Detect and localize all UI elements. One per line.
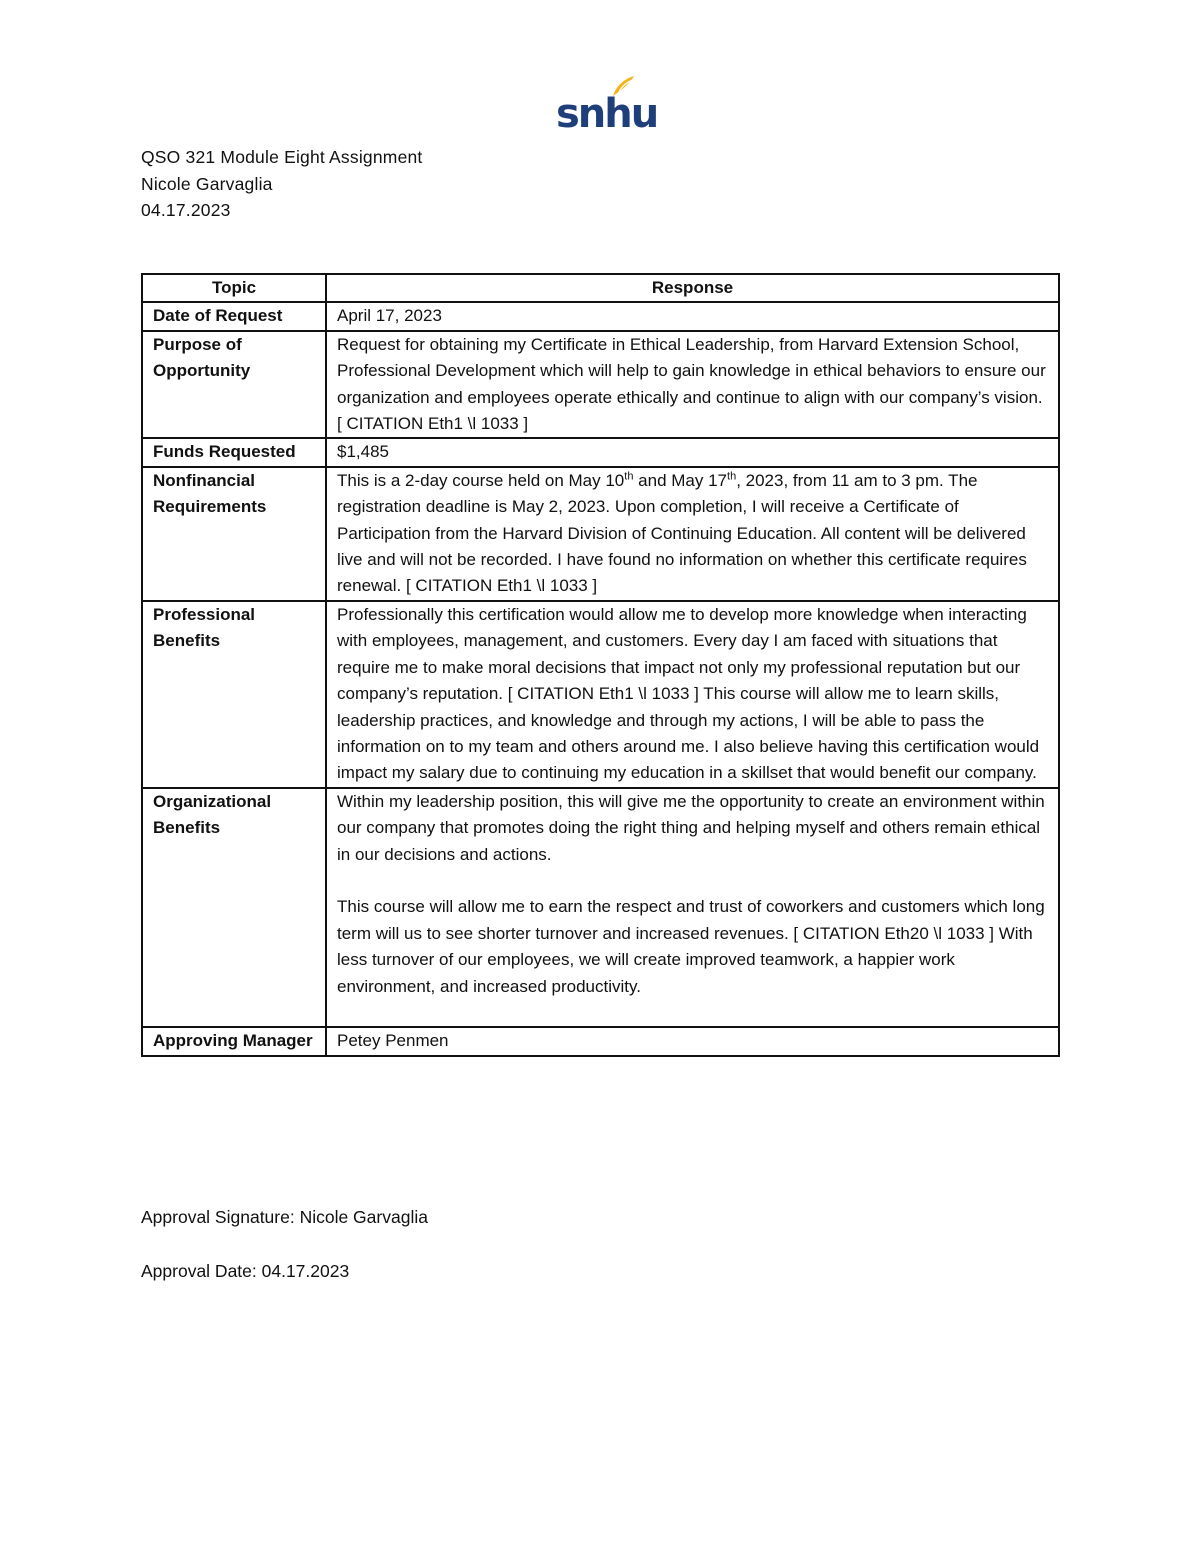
response-text: This is a 2-day course held on May 10 (337, 470, 625, 490)
author-name: Nicole Garvaglia (141, 173, 273, 194)
response-header: Response (326, 274, 1059, 302)
row-topic: Date of Request (142, 302, 326, 330)
table-row (142, 1027, 1059, 1055)
row-topic: Nonfinancial Requirements (142, 467, 326, 601)
row-topic: Approving Manager (142, 1027, 326, 1055)
request-table (141, 273, 1060, 1057)
row-response (326, 467, 1059, 601)
topic-header: Topic (142, 274, 326, 302)
document-date: 04.17.2023 (141, 200, 231, 220)
table-row (142, 302, 1059, 330)
response-text: , 2023, from 11 am to 3 pm. The registration deadline is May 2, 2023. Upon completion, I will receive a Certificate of Participation from the Harvard Division of Continuing Education. All content will be delivered live and will not be recorded. I have found no information on whether this certificate requires renewal. [ CITATION Eth1 \l 1033 ] (337, 470, 1027, 596)
row-response: $1,485 (326, 438, 1059, 466)
paragraph-gap (337, 868, 1048, 894)
row-topic: Funds Requested (142, 438, 326, 466)
table-row (142, 467, 1059, 601)
logo-wordmark: snhu (556, 91, 658, 137)
approval-signature: Approval Signature: Nicole Garvaglia (141, 1207, 428, 1227)
response-paragraph: This course will allow me to earn the respect and trust of coworkers and customers which long term will us to see shorter turnover and increased revenues. [ CITATION Eth20 \l 1033 ] With less turnover of our employees, we will create improved teamwork, a happier work environment, and increased productivity. (337, 897, 1045, 996)
ordinal-suffix: th (727, 470, 737, 483)
row-response: April 17, 2023 (326, 302, 1059, 330)
table-row (142, 788, 1059, 1028)
response-paragraph: Within my leadership position, this will give me the opportunity to create an environment within our company that promotes doing the right thing and helping myself and others remain ethical in our decisions and actions. (337, 791, 1045, 864)
document-header (141, 144, 423, 224)
ordinal-suffix: th (624, 470, 634, 483)
row-response: Professionally this certification would allow me to develop more knowledge when interacting with employees, management, and customers. Every day I am faced with situations that require me to make moral decisions that impact not only my professional reputation but our company’s reputation. [ CITATION Eth1 \l 1033 ] This course will allow me to learn skills, leadership practices, and knowledge and through my actions, I will be able to pass the information on to my team and others around me. I also believe having this certification would impact my salary due to continuing my education in a skillset that would benefit our company. (326, 601, 1059, 788)
row-topic: Professional Benefits (142, 601, 326, 788)
row-topic: Purpose of Opportunity (142, 331, 326, 439)
row-response: Request for obtaining my Certificate in Ethical Leadership, from Harvard Extension School, Professional Development which will help to gain knowledge in ethical behaviors to ensure our organization and employees operate ethically and continue to align with our company’s vision. [ CITATION Eth1 \l 1033 ] (326, 331, 1059, 439)
table-header-row (142, 274, 1059, 302)
table-row (142, 331, 1059, 439)
row-topic: Organizational Benefits (142, 788, 326, 1028)
table-row (142, 601, 1059, 788)
row-response (326, 788, 1059, 1028)
table-row (142, 438, 1059, 466)
response-text: and May 17 (633, 470, 728, 490)
approval-date: Approval Date: 04.17.2023 (141, 1261, 350, 1281)
row-response: Petey Penmen (326, 1027, 1059, 1055)
paragraph-gap (337, 1000, 1048, 1026)
snhu-logo (556, 74, 658, 137)
course-title: QSO 321 Module Eight Assignment (141, 147, 423, 167)
